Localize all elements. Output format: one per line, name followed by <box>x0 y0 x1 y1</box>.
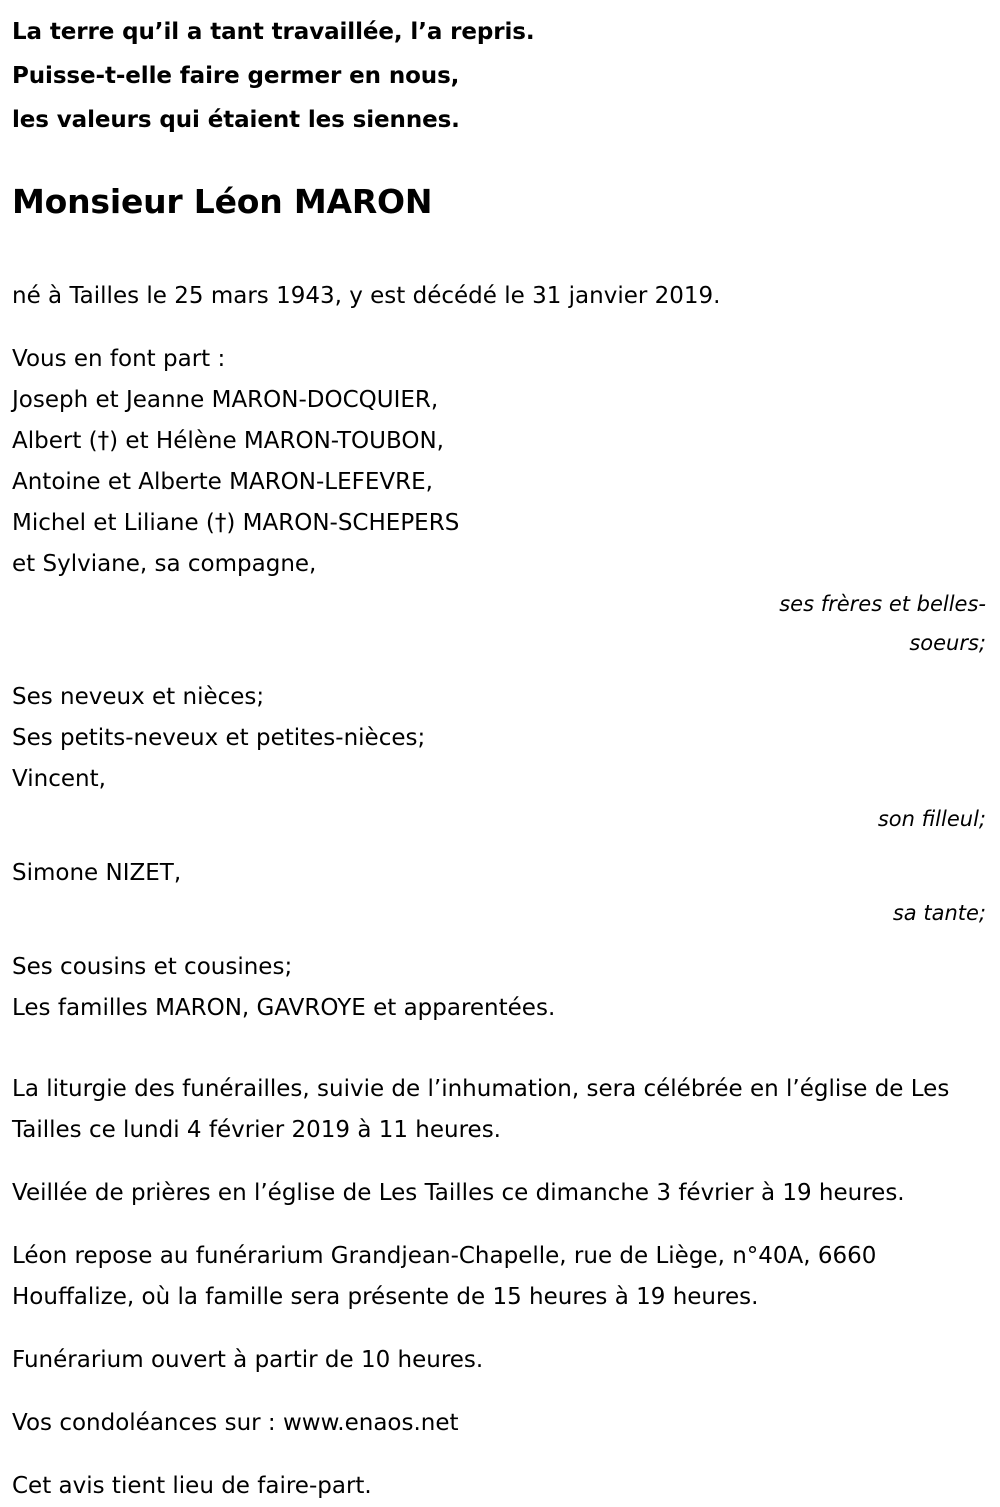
nephews-line-2: Ses petits-neveux et petites-nièces; <box>12 725 426 751</box>
cousins-line-1: Ses cousins et cousines; <box>12 954 293 980</box>
epitaph-line-1: La terre qu’il a tant travaillée, l’a repris. <box>12 19 535 45</box>
deceased-name-heading: Monsieur Léon MARON <box>12 182 433 221</box>
sibling-line-2: Albert (†) et Hélène MARON-TOUBON, <box>12 428 444 454</box>
siblings-annotation-line-1: ses frères et belles- <box>779 592 986 616</box>
godson-annotation: son filleul; <box>877 807 986 831</box>
nephews-block <box>12 677 986 759</box>
cousins-line-2: Les familles MARON, GAVROYE et apparentées. <box>12 995 556 1021</box>
opening-hours-paragraph: Funérarium ouvert à partir de 10 heures. <box>12 1347 484 1373</box>
notice-paragraph: Cet avis tient lieu de faire-part. <box>12 1473 372 1499</box>
aunt-annotation-wrap <box>606 894 986 933</box>
siblings-annotation-line-2: soeurs; <box>909 631 986 655</box>
siblings-annotation <box>606 585 986 663</box>
funeral-home-paragraph: Léon repose au funérarium Grandjean-Chapelle, rue de Liège, n°40A, 6660 Houffalize, où la famille sera présente de 15 heures à 19 heures. <box>12 1243 877 1310</box>
aunt-name: Simone NIZET, <box>12 860 182 886</box>
spacer-after-godson <box>12 839 986 853</box>
announcers-block <box>12 339 986 585</box>
liturgy-paragraph: La liturgie des funérailles, suivie de l’inhumation, sera célébrée en l’église de Les Tailles ce lundi 4 février 2019 à 11 heures. <box>12 1076 950 1143</box>
announcers-intro: Vous en font part : <box>12 346 226 372</box>
sibling-line-4: Michel et Liliane (†) MARON-SCHEPERS <box>12 510 460 536</box>
epitaph-line-2: Puisse-t-elle faire germer en nous, <box>12 63 460 89</box>
godson-block <box>12 759 986 839</box>
nephews-line-1: Ses neveux et nièces; <box>12 684 265 710</box>
sibling-line-5: et Sylviane, sa compagne, <box>12 551 317 577</box>
epitaph-line-3: les valeurs qui étaient les siennes. <box>12 107 460 133</box>
birth-death-line: né à Tailles le 25 mars 1943, y est décédé le 31 janvier 2019. <box>12 283 721 309</box>
godson-name: Vincent, <box>12 766 106 792</box>
spacer-after-aunt <box>12 933 986 947</box>
vigil-paragraph: Veillée de prières en l’église de Les Tailles ce dimanche 3 février à 19 heures. <box>12 1180 905 1206</box>
sibling-line-3: Antoine et Alberte MARON-LEFEVRE, <box>12 469 433 495</box>
aunt-annotation: sa tante; <box>892 901 986 925</box>
cousins-block <box>12 947 986 1029</box>
spacer-after-siblings <box>12 663 986 677</box>
spacer-before-ceremony <box>12 1029 986 1069</box>
sibling-line-1: Joseph et Jeanne MARON-DOCQUIER, <box>12 387 439 413</box>
godson-annotation-wrap <box>606 800 986 839</box>
aunt-block <box>12 853 986 933</box>
epitaph-block <box>12 10 986 142</box>
condolences-paragraph: Vos condoléances sur : www.enaos.net <box>12 1410 459 1436</box>
